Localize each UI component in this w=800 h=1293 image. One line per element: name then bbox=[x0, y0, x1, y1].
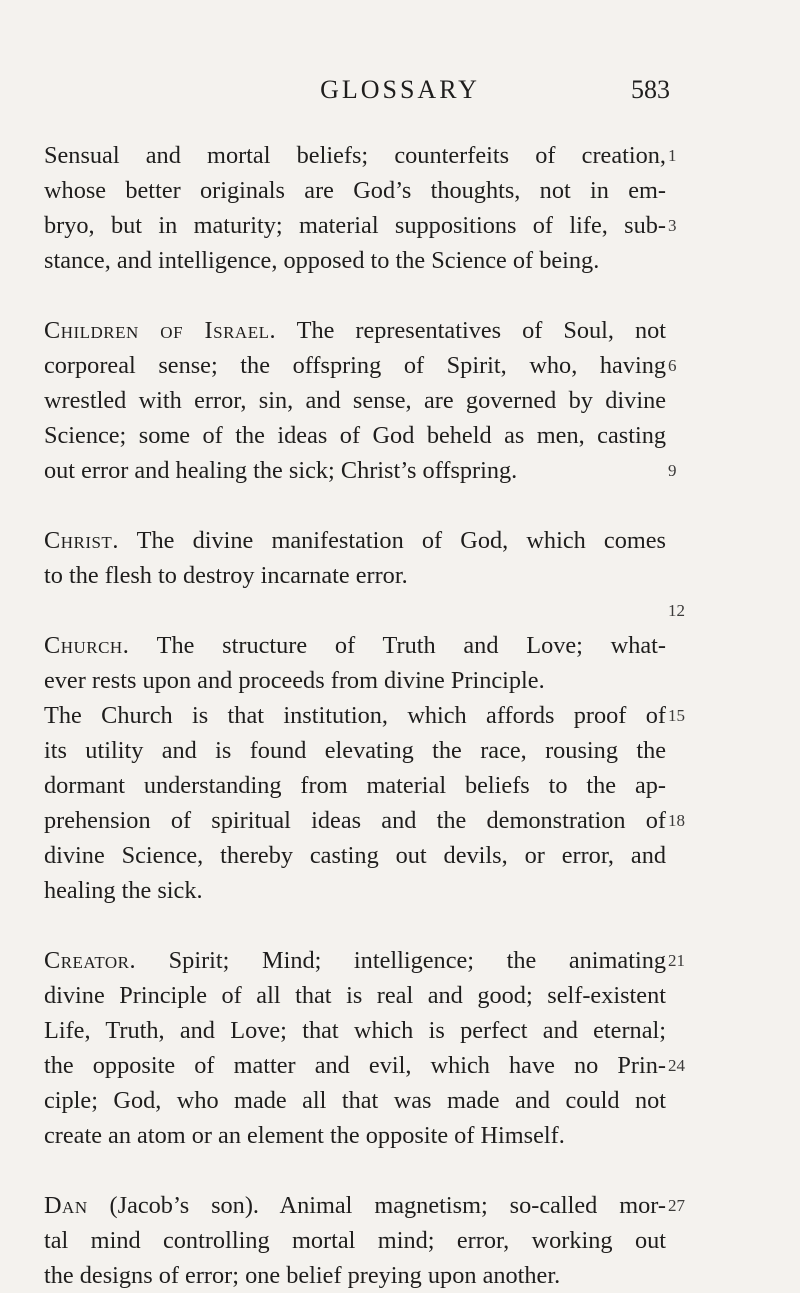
line-number: 1 bbox=[668, 146, 677, 165]
text-line: The Church is that institution, which affords proof of bbox=[44, 702, 666, 729]
line-number: 21 bbox=[668, 951, 685, 970]
text-line: its utility and is found elevating the race, rousing the bbox=[44, 737, 666, 764]
text-line bbox=[44, 628, 666, 663]
text-line: corporeal sense; the offspring of Spirit, who, having bbox=[44, 352, 666, 379]
text-line: Science; some of the ideas of God beheld as men, casting bbox=[44, 422, 666, 449]
text-line: healing the sick. bbox=[44, 877, 203, 904]
text-line: Life, Truth, and Love; that which is perfect and eternal; bbox=[44, 1017, 666, 1044]
entry-term: Dan bbox=[44, 1192, 88, 1219]
text-line: ever rests upon and proceeds from divine Principle. bbox=[44, 667, 545, 694]
text-line: ciple; God, who made all that was made and could not bbox=[44, 1087, 666, 1114]
text-line: stance, and intelligence, opposed to the Science of being. bbox=[44, 247, 600, 274]
page-number: 583 bbox=[631, 75, 670, 104]
text-line: wrestled with error, sin, and sense, are governed by divine bbox=[44, 387, 666, 414]
text-line bbox=[44, 943, 666, 978]
glossary-entry-church bbox=[44, 628, 666, 908]
line-number: 24 bbox=[668, 1056, 685, 1075]
glossary-entry-creator bbox=[44, 943, 666, 1153]
line-number: 12 bbox=[668, 601, 685, 620]
text-line: divine Science, thereby casting out devils, or error, and bbox=[44, 842, 666, 869]
text-line: to the flesh to destroy incarnate error. bbox=[44, 562, 408, 589]
text-line bbox=[44, 523, 666, 558]
text-line: out error and healing the sick; Christ’s offspring. bbox=[44, 457, 518, 484]
entry-term: Church. bbox=[44, 632, 130, 659]
line-number: 27 bbox=[668, 1196, 685, 1215]
text-line: the designs of error; one belief preying upon another. bbox=[44, 1262, 561, 1289]
line-number: 3 bbox=[668, 216, 677, 235]
line-number: 9 bbox=[668, 461, 677, 480]
line-number: 15 bbox=[668, 706, 685, 725]
text-line: bryo, but in maturity; material suppositions of life, sub- bbox=[44, 212, 666, 239]
line-number: 18 bbox=[668, 811, 685, 830]
text-line: the opposite of matter and evil, which have no Prin- bbox=[44, 1052, 666, 1079]
entry-term: Children of Israel. bbox=[44, 317, 277, 344]
text-line: tal mind controlling mortal mind; error, working out bbox=[44, 1227, 666, 1254]
text-line: divine Principle of all that is real and good; self-existent bbox=[44, 982, 666, 1009]
text-line: Sensual and mortal beliefs; counterfeits of creation, bbox=[44, 142, 666, 169]
glossary-entry-children-of-israel bbox=[44, 313, 666, 488]
page-header bbox=[0, 70, 800, 110]
glossary-entry-dan bbox=[44, 1188, 666, 1293]
entry-term: Creator. bbox=[44, 947, 137, 974]
entry-text: Spirit; Mind; intelligence; the animating bbox=[168, 947, 666, 974]
entry-text: The structure of Truth and Love; what- bbox=[156, 632, 666, 659]
text-line: prehension of spiritual ideas and the demonstration of bbox=[44, 807, 666, 834]
entry-term: Christ. bbox=[44, 527, 119, 554]
text-line bbox=[44, 313, 666, 348]
line-number: 6 bbox=[668, 356, 677, 375]
running-head: GLOSSARY bbox=[320, 75, 480, 104]
text-line bbox=[44, 1188, 666, 1223]
entry-text: The representatives of Soul, not bbox=[296, 317, 666, 344]
glossary-entry-continuation bbox=[44, 138, 666, 278]
text-line: create an atom or an element the opposite of Himself. bbox=[44, 1122, 565, 1149]
glossary-text bbox=[44, 138, 666, 1293]
text-line: dormant understanding from material beliefs to the ap- bbox=[44, 772, 666, 799]
entry-text: (Jacob’s son). Animal magnetism; so-called mor- bbox=[109, 1192, 666, 1219]
entry-text: The divine manifestation of God, which comes bbox=[136, 527, 666, 554]
glossary-entry-christ bbox=[44, 523, 666, 593]
text-line: whose better originals are God’s thoughts, not in em- bbox=[44, 177, 666, 204]
